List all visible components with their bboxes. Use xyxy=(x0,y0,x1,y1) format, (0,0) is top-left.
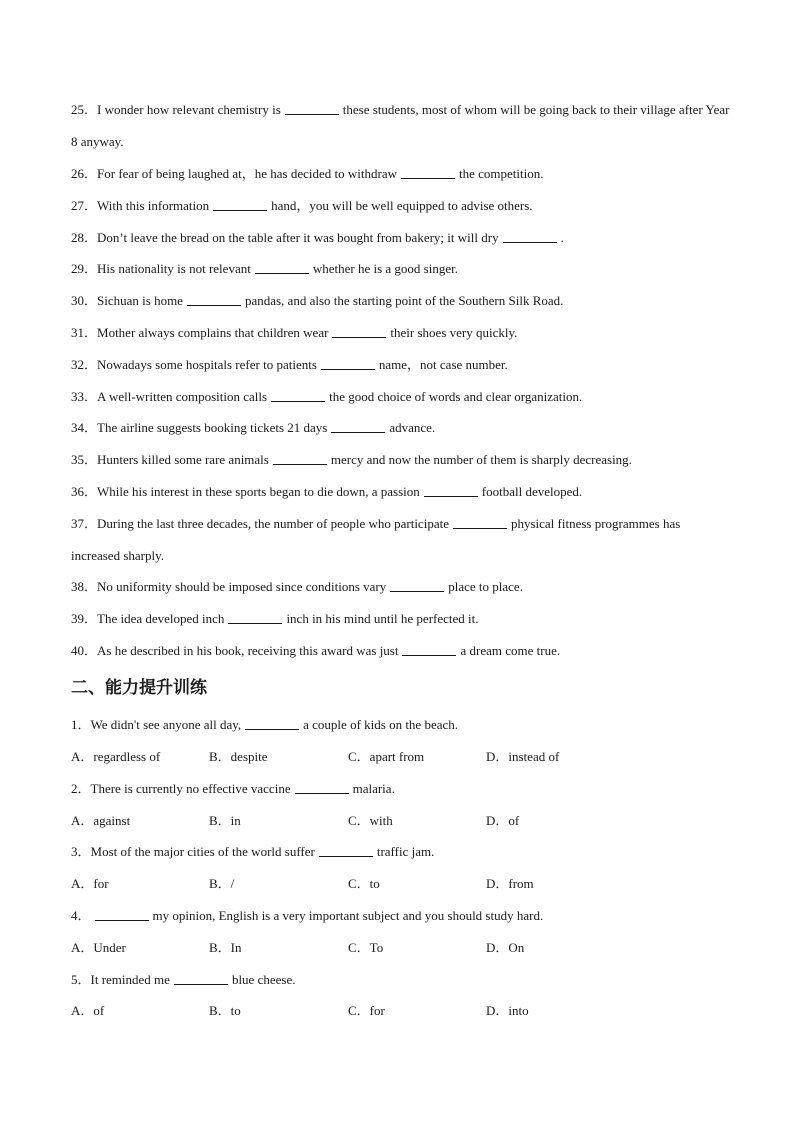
question-25: 25．I wonder how relevant chemistry is these students, most of whom will be going back to their village after Year 8 anyway. xyxy=(71,102,730,149)
mc-question-5: 5．It reminded me blue cheese. xyxy=(71,972,296,987)
option-b: B．in xyxy=(209,813,241,828)
question-31: 31．Mother always complains that children wear their shoes very quickly. xyxy=(71,325,518,340)
section-heading: 二、能力提升训练 xyxy=(71,678,207,698)
mc-question-3: 3．Most of the major cities of the world suffer traffic jam. xyxy=(71,844,435,859)
answer-blank xyxy=(453,516,507,529)
question-34: 34．The airline suggests booking tickets 21 days advance. xyxy=(71,420,436,435)
answer-blank xyxy=(401,166,455,179)
answer-blank xyxy=(174,972,228,985)
mc-question-4: 4． my opinion, English is a very important subject and you should study hard. xyxy=(71,908,544,923)
question-39: 39．The idea developed inch inch in his mind until he perfected it. xyxy=(71,611,479,626)
option-b: B．to xyxy=(209,1003,241,1018)
answer-blank xyxy=(503,230,557,243)
answer-blank xyxy=(213,198,267,211)
answer-blank xyxy=(331,420,385,433)
mc-question-1: 1．We didn't see anyone all day, a couple of kids on the beach. xyxy=(71,717,459,732)
question-30: 30．Sichuan is home pandas, and also the starting point of the Southern Silk Road. xyxy=(71,293,564,308)
option-d: D．instead of xyxy=(486,749,560,764)
answer-blank xyxy=(228,611,282,624)
option-b: B．In xyxy=(209,940,242,955)
option-d: D．On xyxy=(486,940,525,955)
answer-blank xyxy=(271,389,325,402)
answer-blank xyxy=(285,102,339,115)
option-c: C．To xyxy=(348,940,384,955)
option-b: B．despite xyxy=(209,749,268,764)
answer-blank xyxy=(255,261,309,274)
answer-blank xyxy=(390,579,444,592)
mc-question-2: 2．There is currently no effective vaccine malaria. xyxy=(71,781,395,796)
answer-blank xyxy=(332,325,386,338)
option-c: C．with xyxy=(348,813,393,828)
answer-blank xyxy=(273,452,327,465)
option-d: D．from xyxy=(486,876,534,891)
question-26: 26．For fear of being laughed at，he has decided to withdraw the competition. xyxy=(71,166,544,181)
option-c: C．to xyxy=(348,876,380,891)
answer-blank xyxy=(245,717,299,730)
option-a: A．Under xyxy=(71,940,126,955)
question-28: 28．Don’t leave the bread on the table after it was bought from bakery; it will dry . xyxy=(71,230,564,245)
question-36: 36．While his interest in these sports began to die down, a passion football developed. xyxy=(71,484,583,499)
question-37: 37．During the last three decades, the number of people who participate physical fitness programmes has increased sharply. xyxy=(71,516,681,563)
answer-blank xyxy=(424,484,478,497)
option-c: C．for xyxy=(348,1003,385,1018)
answer-blank xyxy=(402,643,456,656)
question-40: 40．As he described in his book, receiving this award was just a dream come true. xyxy=(71,643,561,658)
option-a: A．of xyxy=(71,1003,105,1018)
answer-blank xyxy=(321,357,375,370)
question-27: 27．With this information hand，you will be well equipped to advise others. xyxy=(71,198,533,213)
question-33: 33．A well-written composition calls the good choice of words and clear organization. xyxy=(71,389,583,404)
question-38: 38．No uniformity should be imposed since conditions vary place to place. xyxy=(71,579,523,594)
answer-blank xyxy=(187,293,241,306)
answer-blank xyxy=(95,908,149,921)
question-29: 29．His nationality is not relevant whether he is a good singer. xyxy=(71,261,458,276)
option-d: D．into xyxy=(486,1003,529,1018)
option-c: C．apart from xyxy=(348,749,425,764)
question-35: 35．Hunters killed some rare animals mercy and now the number of them is sharply decreasing. xyxy=(71,452,632,467)
option-a: A．against xyxy=(71,813,131,828)
question-32: 32．Nowadays some hospitals refer to patients name，not case number. xyxy=(71,357,508,372)
answer-blank xyxy=(295,781,349,794)
option-a: A．regardless of xyxy=(71,749,161,764)
answer-blank xyxy=(319,844,373,857)
option-b: B．/ xyxy=(209,876,235,891)
option-a: A．for xyxy=(71,876,109,891)
option-d: D．of xyxy=(486,813,520,828)
